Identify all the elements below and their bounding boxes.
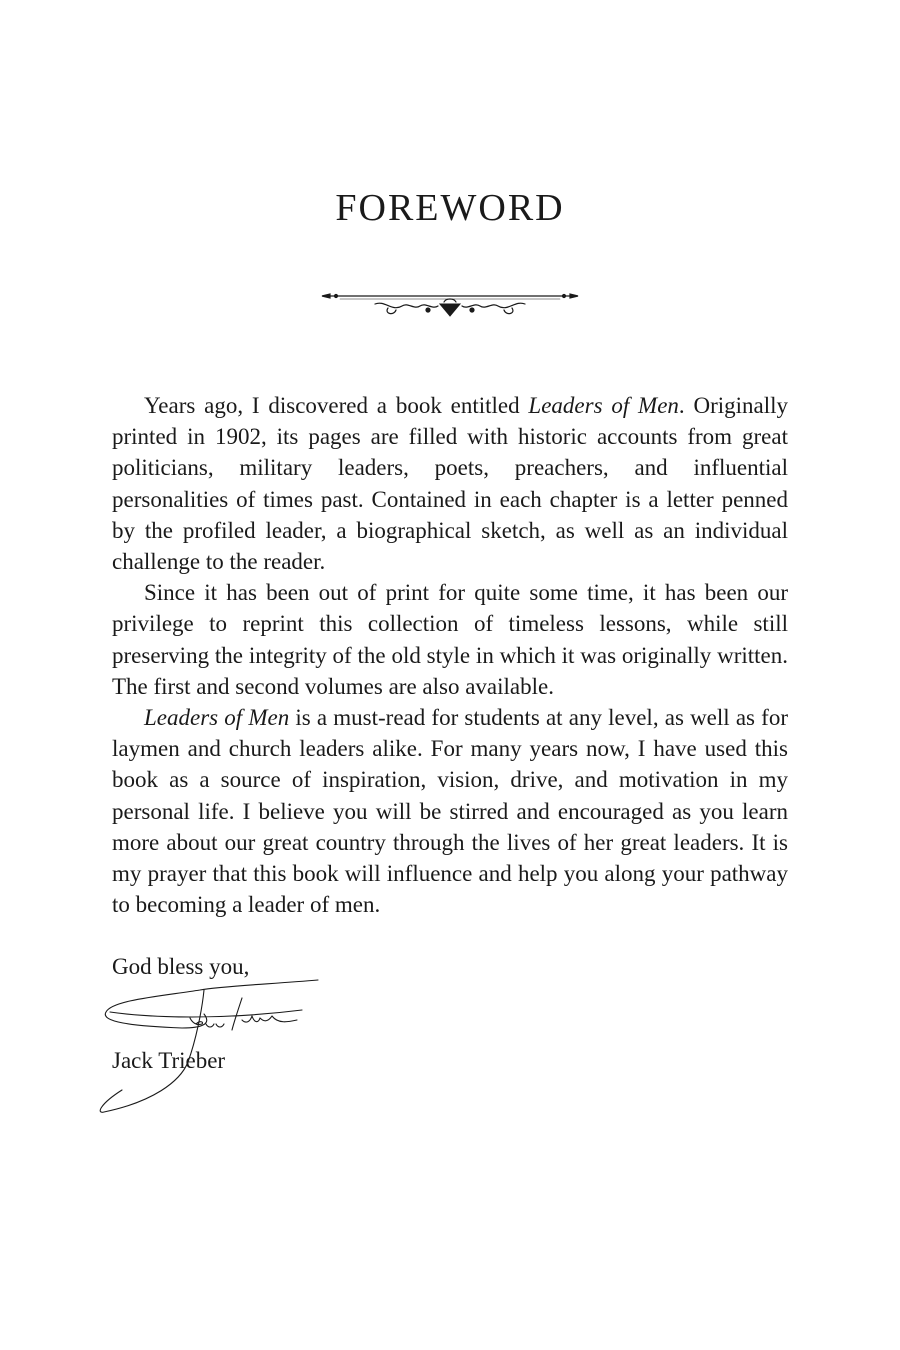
- decorative-divider-icon: [320, 286, 580, 322]
- paragraph: [112, 702, 788, 920]
- paragraph: [112, 577, 788, 702]
- book-title-italic: Leaders of Men: [528, 393, 679, 418]
- page-title: FOREWORD: [335, 187, 565, 229]
- foreword-body: [112, 390, 788, 920]
- text-segment: . Originally printed in 1902, its pages are filled with historic accounts from great politicians, military leaders, poets, preachers, and influential personalities of times past. Contained in each chapter is a letter penned by the profiled leader, a biographical sketch, as well as an individual challenge to the reader.: [112, 393, 789, 575]
- text-segment: Since it has been out of print for quite some time, it has been our privilege to reprint this collection of timeless lessons, while still preserving the integrity of the old style in which it was originally written. The first and second volumes are also available.: [112, 580, 788, 699]
- paragraph: [112, 390, 788, 577]
- text-segment: is a must-read for students at any level, as well as for laymen and church leaders alike. For many years now, I have used this book as a source of inspiration, vision, drive, and motivation in my personal life. I believe you will be stirred and encouraged as you learn more about our great country through the lives of her great leaders. It is my prayer that this book will influence and help you along your pathway to becoming a leader of men.: [112, 705, 788, 918]
- text-segment: Years ago, I discovered a book entitled: [144, 393, 529, 418]
- author-name: Jack Trieber: [112, 1048, 226, 1073]
- closing-salutation: God bless you,: [112, 954, 250, 979]
- book-title-italic: Leaders of Men: [144, 705, 290, 731]
